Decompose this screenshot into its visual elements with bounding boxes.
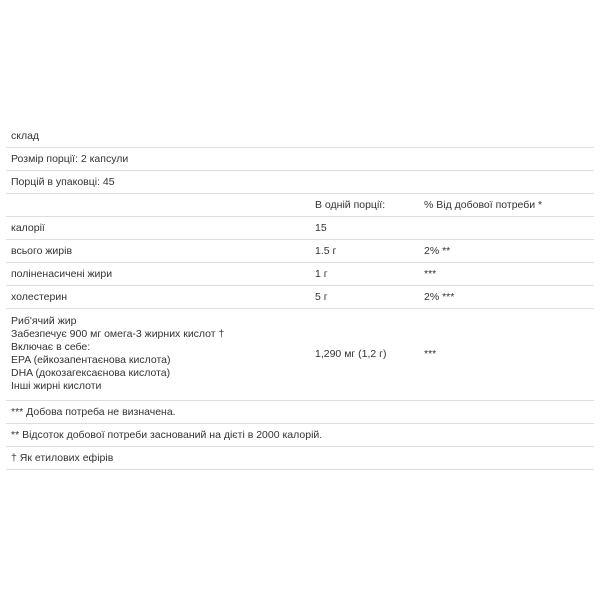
- nutrition-facts-panel: [6, 125, 594, 470]
- nutrient-daily-value: ***: [424, 268, 437, 280]
- footnote-row: [6, 424, 594, 447]
- nutrient-amount: 5 г: [315, 291, 328, 303]
- header-per-serving: В одній порції:: [315, 199, 386, 211]
- label-title: склад: [11, 130, 40, 142]
- nutrient-amount: 1.5 г: [315, 245, 337, 257]
- label-title-row: [6, 125, 594, 148]
- header-daily-value: % Від добової потреби *: [424, 199, 543, 211]
- serving-size-row: [6, 148, 594, 171]
- fish-oil-line: DHA (докозагексаєнова кислота): [11, 367, 171, 379]
- table-row: [6, 217, 594, 240]
- footnote: *** Добова потреба не визначена.: [11, 406, 176, 418]
- fish-oil-amount: 1,290 мг (1,2 г): [315, 348, 387, 360]
- servings-per-container: Порцій в упаковці: 45: [11, 176, 115, 188]
- nutrient-amount: 15: [315, 222, 327, 234]
- footnote: ** Відсоток добової потреби заснований на дієті в 2000 калорій.: [11, 429, 323, 441]
- fish-oil-description: [11, 315, 224, 393]
- fish-oil-line: Включає в себе:: [11, 341, 91, 353]
- fish-oil-line: EPA (ейкозапентаєнова кислота): [11, 354, 171, 366]
- table-header-row: [6, 194, 594, 217]
- footnote-row: [6, 401, 594, 424]
- footnote-row: [6, 447, 594, 470]
- nutrient-daily-value: 2% **: [424, 245, 451, 257]
- nutrient-name: поліненасичені жири: [11, 268, 113, 280]
- fish-oil-row: [6, 309, 594, 401]
- fish-oil-line: Забезпечує 900 мг омега-3 жирних кислот †: [11, 328, 225, 340]
- table-row: [6, 286, 594, 309]
- fish-oil-daily-value: ***: [424, 348, 437, 360]
- servings-per-container-row: [6, 171, 594, 194]
- table-row: [6, 263, 594, 286]
- nutrient-daily-value: 2% ***: [424, 291, 455, 303]
- nutrient-name: всього жирів: [11, 245, 73, 257]
- serving-size: Розмір порції: 2 капсули: [11, 153, 129, 165]
- nutrient-amount: 1 г: [315, 268, 328, 280]
- fish-oil-line: Інші жирні кислоти: [11, 380, 102, 392]
- nutrient-name: холестерин: [11, 291, 67, 303]
- fish-oil-line: Риб'ячий жир: [11, 315, 77, 327]
- nutrient-name: калорії: [11, 222, 45, 234]
- footnote: † Як етилових ефірів: [11, 452, 114, 464]
- table-row: [6, 240, 594, 263]
